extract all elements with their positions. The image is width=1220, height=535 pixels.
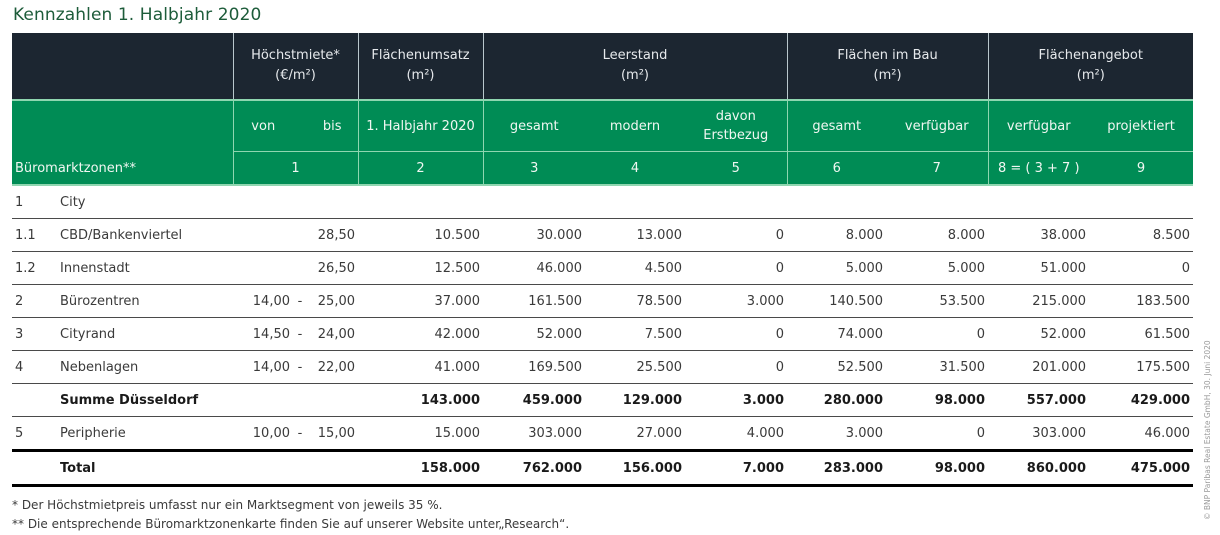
footnote-hoechstmiete: * Der Höchstmietpreis umfasst nur ein Marktsegment von jeweils 35 %. bbox=[12, 498, 443, 512]
page-title: Kennzahlen 1. Halbjahr 2020 bbox=[13, 5, 262, 25]
row-number: 1.2 bbox=[12, 252, 57, 285]
header-leerstand-erstbezug: davon Erstbezug bbox=[685, 100, 787, 152]
header-num-1: 1 bbox=[233, 152, 358, 186]
header-bau-gesamt: gesamt bbox=[787, 100, 886, 152]
row-number: 5 bbox=[12, 417, 57, 451]
header-num-9: 9 bbox=[1089, 152, 1193, 186]
row-zone: Bürozentren bbox=[57, 285, 233, 318]
row-number: 1.1 bbox=[12, 219, 57, 252]
header-group-empty bbox=[12, 33, 233, 100]
table-row-cityrand: 3 Cityrand 14,50 - 24,00 42.000 52.000 7.500 0 74.000 0 52.000 61.500 bbox=[12, 318, 1193, 351]
header-bis: bis bbox=[307, 100, 358, 152]
header-num-6: 6 bbox=[787, 152, 886, 186]
row-zone: Peripherie bbox=[57, 417, 233, 451]
row-number bbox=[12, 384, 57, 417]
copyright-notice: © BNP Paribas Real Estate GmbH, 30. Juni 2020 bbox=[1203, 340, 1212, 520]
header-group-row bbox=[12, 33, 1193, 100]
header-leerstand-modern: modern bbox=[585, 100, 685, 152]
header-leerstand-gesamt: gesamt bbox=[483, 100, 585, 152]
header-von: von bbox=[233, 100, 293, 152]
header-num-4: 4 bbox=[585, 152, 685, 186]
header-angebot-verfuegbar: verfügbar bbox=[988, 100, 1089, 152]
row-number: 4 bbox=[12, 351, 57, 384]
table-row-innenstadt: 1.2 Innenstadt 26,50 12.500 46.000 4.500 0 5.000 5.000 51.000 0 bbox=[12, 252, 1193, 285]
row-number: 1 bbox=[15, 194, 24, 210]
header-group-leerstand: Leerstand (m²) bbox=[483, 33, 787, 100]
header-umsatz-period: 1. Halbjahr 2020 bbox=[358, 100, 483, 152]
header-group-hoechstmiete: Höchstmiete* (€/m²) bbox=[233, 33, 358, 100]
row-number: 2 bbox=[12, 285, 57, 318]
table-row-city bbox=[12, 185, 1193, 219]
header-group-flaechen-im-bau: Flächen im Bau (m²) bbox=[787, 33, 988, 100]
header-bau-verfuegbar: verfügbar bbox=[886, 100, 988, 152]
row-zone: Cityrand bbox=[57, 318, 233, 351]
header-subcolumn-row bbox=[12, 100, 1193, 152]
key-figures-table bbox=[12, 33, 1193, 487]
header-num-2: 2 bbox=[358, 152, 483, 186]
table-row-total: Total 158.000 762.000 156.000 7.000 283.000 98.000 860.000 475.000 bbox=[12, 451, 1193, 486]
header-num-8: 8 = ( 3 + 7 ) bbox=[988, 152, 1089, 186]
row-zone: Innenstadt bbox=[57, 252, 233, 285]
table-row-nebenlagen: 4 Nebenlagen 14,00 - 22,00 41.000 169.500 25.500 0 52.500 31.500 201.000 175.500 bbox=[12, 351, 1193, 384]
row-number: 3 bbox=[12, 318, 57, 351]
header-bueromarktzonen: Büromarktzonen** bbox=[12, 100, 233, 185]
table-row-cbd: 1.1 CBD/Bankenviertel 28,50 10.500 30.000 13.000 0 8.000 8.000 38.000 8.500 bbox=[12, 219, 1193, 252]
header-group-flaechenangebot: Flächenangebot (m²) bbox=[988, 33, 1193, 100]
row-zone: City bbox=[60, 194, 86, 210]
row-zone: Summe Düsseldorf bbox=[57, 384, 233, 417]
row-zone: Nebenlagen bbox=[57, 351, 233, 384]
table-row-peripherie: 5 Peripherie 10,00 - 15,00 15.000 303.000 27.000 4.000 3.000 0 303.000 46.000 bbox=[12, 417, 1193, 451]
table-row-summe-duesseldorf: Summe Düsseldorf 143.000 459.000 129.000 3.000 280.000 98.000 557.000 429.000 bbox=[12, 384, 1193, 417]
header-num-7: 7 bbox=[886, 152, 988, 186]
header-angebot-projektiert: projektiert bbox=[1089, 100, 1193, 152]
header-num-5: 5 bbox=[685, 152, 787, 186]
table-row-buerozentren: 2 Bürozentren 14,00 - 25,00 37.000 161.500 78.500 3.000 140.500 53.500 215.000 183.500 bbox=[12, 285, 1193, 318]
row-zone: CBD/Bankenviertel bbox=[57, 219, 233, 252]
footnote-bueromarktzonen: ** Die entsprechende Büromarktzonenkarte finden Sie auf unserer Website unter„Research“. bbox=[12, 517, 570, 531]
header-num-3: 3 bbox=[483, 152, 585, 186]
row-zone: Total bbox=[57, 451, 233, 486]
header-group-flaechenumsatz: Flächenumsatz (m²) bbox=[358, 33, 483, 100]
footnotes bbox=[12, 496, 569, 534]
row-number bbox=[12, 451, 57, 486]
